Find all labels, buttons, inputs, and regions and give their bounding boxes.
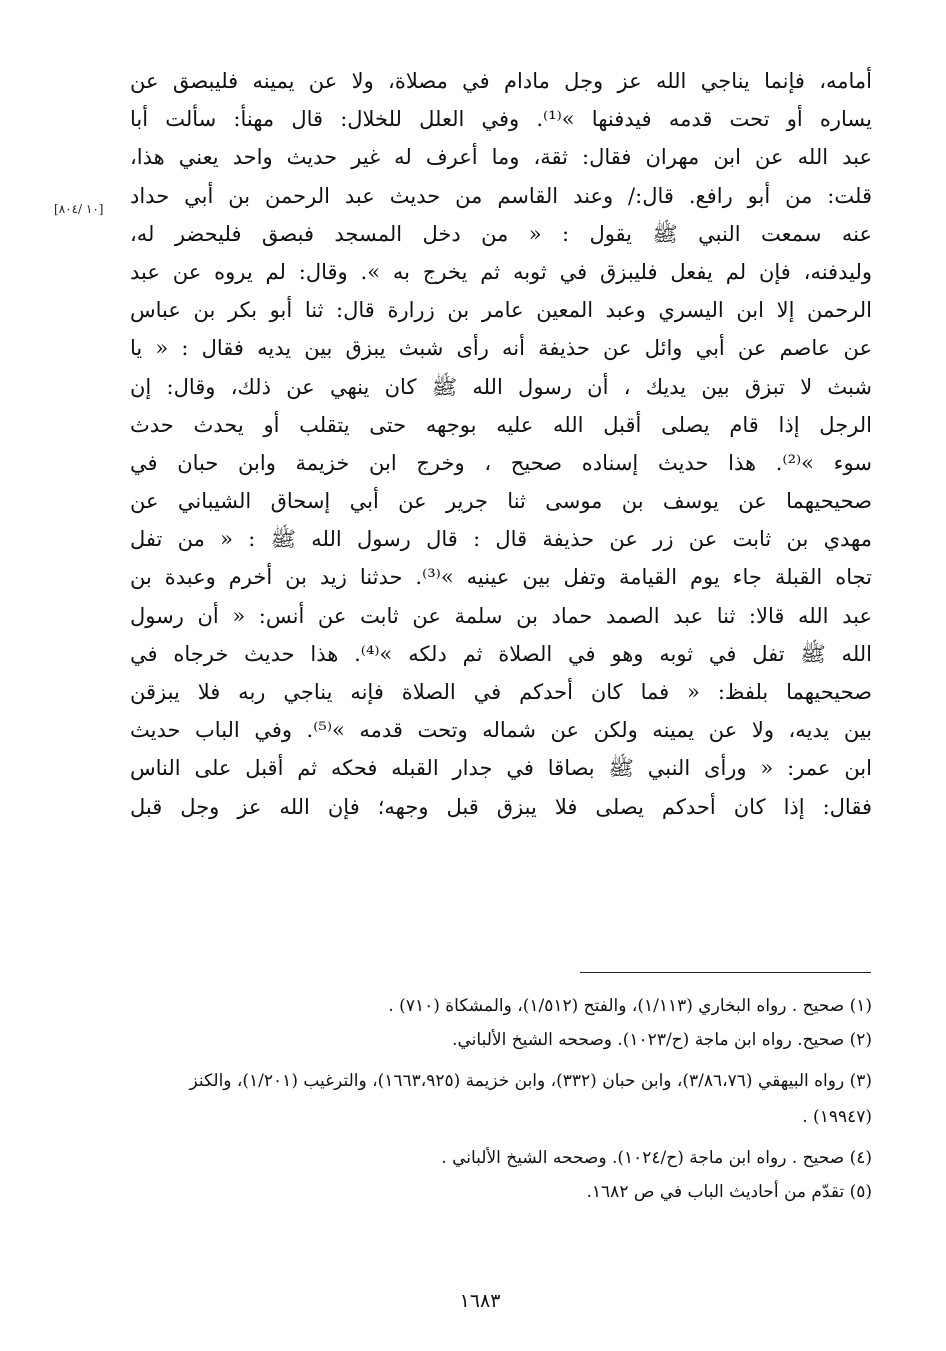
text-line: قلت: من أبو رافع. قال:/ وعند القاسم من حديث عبد الرحمن بن أبي حداد [130,183,872,208]
main-text-block [130,62,872,826]
text-line: سوء »⁽²⁾. هذا حديث إسناده صحيح ، وخرج ابن خزيمة وابن حبان في [130,450,872,475]
text-line: وليدفنه، فإن لم يفعل فليبزق في ثوبه ثم يخرج به ». وقال: لم يروه عن عبد [130,259,872,284]
footnote-3: (٣) رواه البيهقي (٣/٨٦،٧٦)، وابن حبان (٣٣٢)، وابن خزيمة (١٦٦٣،٩٢٥)، والترغيب (١/٢٠١)، والكنز (١٩٩٤٧) . [189,1071,872,1127]
text-line: عبد الله عن ابن مهران فقال: ثقة، وما أعرف له غير حديث واحد يعني هذا، [130,145,872,170]
text-line: عبد الله قالا: ثنا عبد الصمد حماد بن سلمة عن ثابت عن أنس: « أن رسول [130,603,872,628]
footnote-4: (٤) صحيح . رواه ابن ماجة (ح/١٠٢٤). وصححه الشيخ الألباني . [441,1148,872,1168]
page-number: ١٦٨٣ [459,1290,501,1312]
footnote-1: (١) صحيح . رواه البخاري (١/١١٣)، والفتح (١/٥١٢)، والمشكاة (٧١٠) . [388,996,872,1016]
text-line: عنه سمعت النبي ﷺ يقول : « من دخل المسجد فبصق فليحضر له، [130,221,872,246]
footnote-2: (٢) صحيح. رواه ابن ماجة (ح/١٠٢٣). وصححه الشيخ الألباني. [452,1030,872,1050]
footnote-5: (٥) تقدّم من أحاديث الباب في ص ١٦٨٢. [586,1182,872,1202]
text-line: الرجل إذا قام يصلى أقبل الله عليه بوجهه حتى يتقلب أو يحدث حدث [130,412,872,437]
text-line: مهدي بن ثابت عن زر عن حذيفة قال : قال رسول الله ﷺ : « من تفل [130,527,872,552]
text-line: فقال: إذا كان أحدكم يصلى فلا يبزق قبل وجهه؛ فإن الله عز وجل قبل [130,794,872,819]
text-line: صحيحيهما عن يوسف بن موسى ثنا جرير عن أبي إسحاق الشيباني عن [130,489,872,514]
text-line: عن عاصم عن أبي وائل عن حذيفة أنه رأى شبث يبزق بين يديه فقال : « يا [130,336,872,361]
text-line: تجاه القبلة جاء يوم القيامة وتفل بين عينيه »⁽³⁾. حدثنا زيد بن أخرم وعبدة بن [130,565,872,590]
margin-manuscript-reference: [١٠ /٨٠٤] [54,202,104,216]
text-line: بين يديه، ولا عن يمينه ولكن عن شماله وتحت قدمه »⁽⁵⁾. وفي الباب حديث [130,718,872,743]
text-line: صحيحيهما بلفظ: « فما كان أحدكم في الصلاة فإنه يناجي ربه فلا يبزقن [130,680,872,704]
text-line: ابن عمر: « ورأى النبي ﷺ بصاقا في جدار القبله فحكه ثم أقبل على الناس [130,756,872,781]
footnote-separator-rule [580,972,871,973]
text-line: الرحمن إلا ابن اليسري وعبد المعين عامر بن زرارة قال: ثنا أبو بكر بن عباس [130,298,872,323]
footnotes-block [130,995,872,1215]
text-line: أمامه، فإنما يناجي الله عز وجل مادام في مصلاة، ولا عن يمينه فليبصق عن [130,69,872,93]
text-line: يساره أو تحت قدمه فيدفنها »⁽¹⁾. وفي العلل للخلال: قال مهنأ: سألت أبا [130,107,872,132]
text-line: الله ﷺ تفل في ثوبه وهو في الصلاة ثم دلكه »⁽⁴⁾. هذا حديث خرجاه في [130,641,872,666]
text-line: شبث لا تبزق بين يديك ، أن رسول الله ﷺ كان ينهي عن ذلك، وقال: إن [130,374,872,399]
